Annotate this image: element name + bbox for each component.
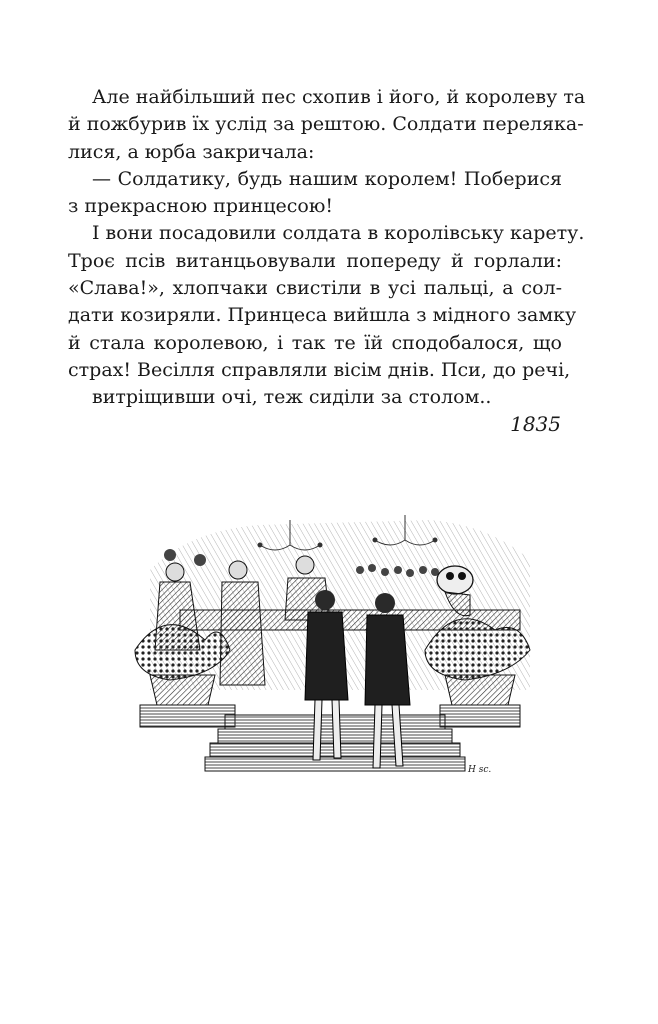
engraver-signature: H sc.: [468, 765, 492, 775]
story-text: [68, 84, 586, 412]
pedestal-right: [440, 705, 520, 727]
text-line: «Слава!», хлопчаки свистіли в усі пальці, а сол-: [68, 277, 562, 300]
text-line: Але найбільший пес схопив і його, й королеву та: [92, 86, 586, 108]
text-line: страх! Весілля справляли вісім днів. Пси, до речі,: [68, 358, 571, 381]
planter-left: [135, 625, 230, 705]
text-line: витріщивши очі, теж сиділи за столом..: [92, 386, 492, 409]
text-line: й пожбурив їх услід за рештою. Солдати переляка-: [68, 113, 584, 136]
planter-right: [425, 619, 530, 705]
text-line: — Солдатику, будь нашим королем! Поберися: [92, 167, 562, 190]
text-line: лися, а юрба закричала:: [68, 140, 315, 163]
text-line: з прекрасною принцесою!: [68, 195, 334, 218]
year-date: 1835: [510, 412, 561, 436]
engraving-illustration: [110, 500, 555, 790]
pedestal-left: [140, 705, 235, 727]
text-line: дати козиряли. Принцеса вийшла з мідного замку: [68, 304, 577, 327]
text-line: І вони посадовили солдата в королівську карету.: [92, 222, 585, 245]
text-line: й стала королевою, і так те їй сподобалося, що: [68, 331, 562, 354]
text-line: Троє псів витанцьовували попереду й горлали:: [68, 249, 562, 272]
